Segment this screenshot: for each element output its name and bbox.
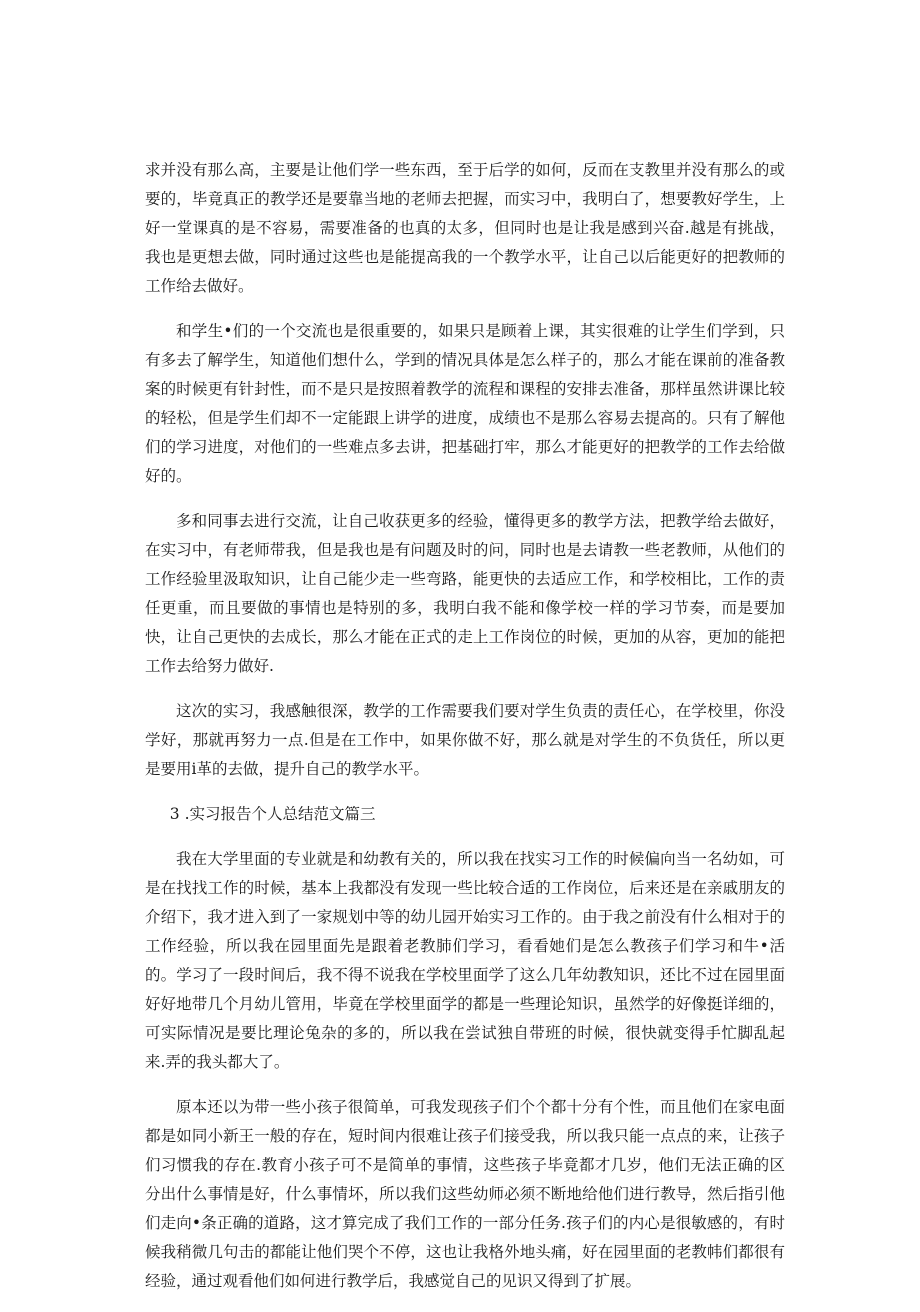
paragraph-3: 多和同事去进行交流，让自己收获更多的经验，懂得更多的教学方法，把教学给去做好，在实习中，有老师带我，但是我也是有问题及时的问，同时也是去请教一些老教师，从他们的工作经验里汲取知识，让自己能少走一些弯路，能更快的去适应工作，和学校相比，工作的责任更重，而且要做的事情也是特别的多，我明白我不能和像学校一样的学习节奏，而是要加快，让自己更快的去成长，那么才能在正式的走上工作岗位的时候，更加的从容，更加的能把工作去给努力做好.: [145, 512, 785, 675]
section-heading: 3 .实习报告个人总结范文篇三: [169, 805, 376, 823]
paragraph-2: 和学生•们的一个交流也是很重要的，如果只是顾着上课，其实很难的让学生们学到，只有多去了解学生，知道他们想什么，学到的情况具体是怎么样子的，那么才能在课前的准备教案的时候更有针封性，而不是只是按照着教学的流程和课程的安排去准备，那样虽然讲课比较的轻松，但是学生们却不一定能跟上讲学的进度，成绩也不是那么容易去提高的。只有了解他们的学习进度，对他们的一些难点多去讲，把基础打牢，那么才能更好的把教学的工作去给做好的。: [145, 322, 785, 485]
paragraph-4: 这次的实习，我感触很深，教学的工作需要我们要对学生负责的责任心，在学校里，你没学好，那就再努力一点.但是在工作中，如果你做不好，那么就是对学生的不负货任，所以更是要用i革的去做，提升自己的教学水平。: [145, 702, 785, 778]
paragraph-6: 原本还以为带一些小孩子很简单，可我发现孩子们个个都十分有个性，而且他们在家电面都是如同小新王一般的存在，短时间内很难让孩子们接受我，所以我只能一点点的来，让孩子们习惯我的存在.教育小孩子可不是简单的事情，这些孩子毕竟都才几岁，他们无法正确的区分出什么事情是好，什么事情坏，所以我们这些幼师必须不断地给他们进行教导，然后指引他们走向•条正确的道路，这才算完成了我们工作的一部分任务.孩子们的内心是很敏感的，有时候我稍微几句击的都能让他们哭个不停，这也让我格外地头痛，好在园里面的老教帏们都很有经验，通过观看他们如何进行教学后，我感觉自己的见识又得到了扩展。: [145, 1098, 785, 1290]
paragraph-1: 求并没有那么高，主要是让他们学一些东西，至于后学的如何，反而在支教里并没有那么的或要的，毕竟真正的教学还是要靠当地的老师去把握，而实习中，我明白了，想要教好学生，上好一堂课真的是不容易，需要准备的也真的太多，但同时也是让我是感到兴奋.越是有挑战，我也是更想去做，同时通过这些也是能提高我的一个教学水平，让自己以后能更好的把教师的工作给去做好。: [145, 161, 785, 295]
document-page: [145, 156, 785, 1312]
paragraph-5: 我在大学里面的专业就是和幼教有关的，所以我在找实习工作的时候偏向当一名幼如，可是在找找工作的时候，基本上我都没有发现一些比较合适的工作岗位，后来还是在亲戚朋友的介绍下，我才进入到了一家规划中等的幼儿园开始实习工作的。由于我之前没有什么相对于的工作经验，所以我在园里面先是跟着老教肺们学习，看看她们是怎么教孩子们学习和牛•活的。学习了一段时间后，我不得不说我在学校里面学了这么几年幼教知识，还比不过在园里面好好地带几个月幼儿管用，毕竟在学校里面学的都是一些理论知识，虽然学的好像挺详细的，可实际情况是要比理论兔杂的多的，所以我在尝试独自带班的时候，很快就变得手忙脚乱起来.弄的我头都大了。: [145, 850, 785, 1071]
